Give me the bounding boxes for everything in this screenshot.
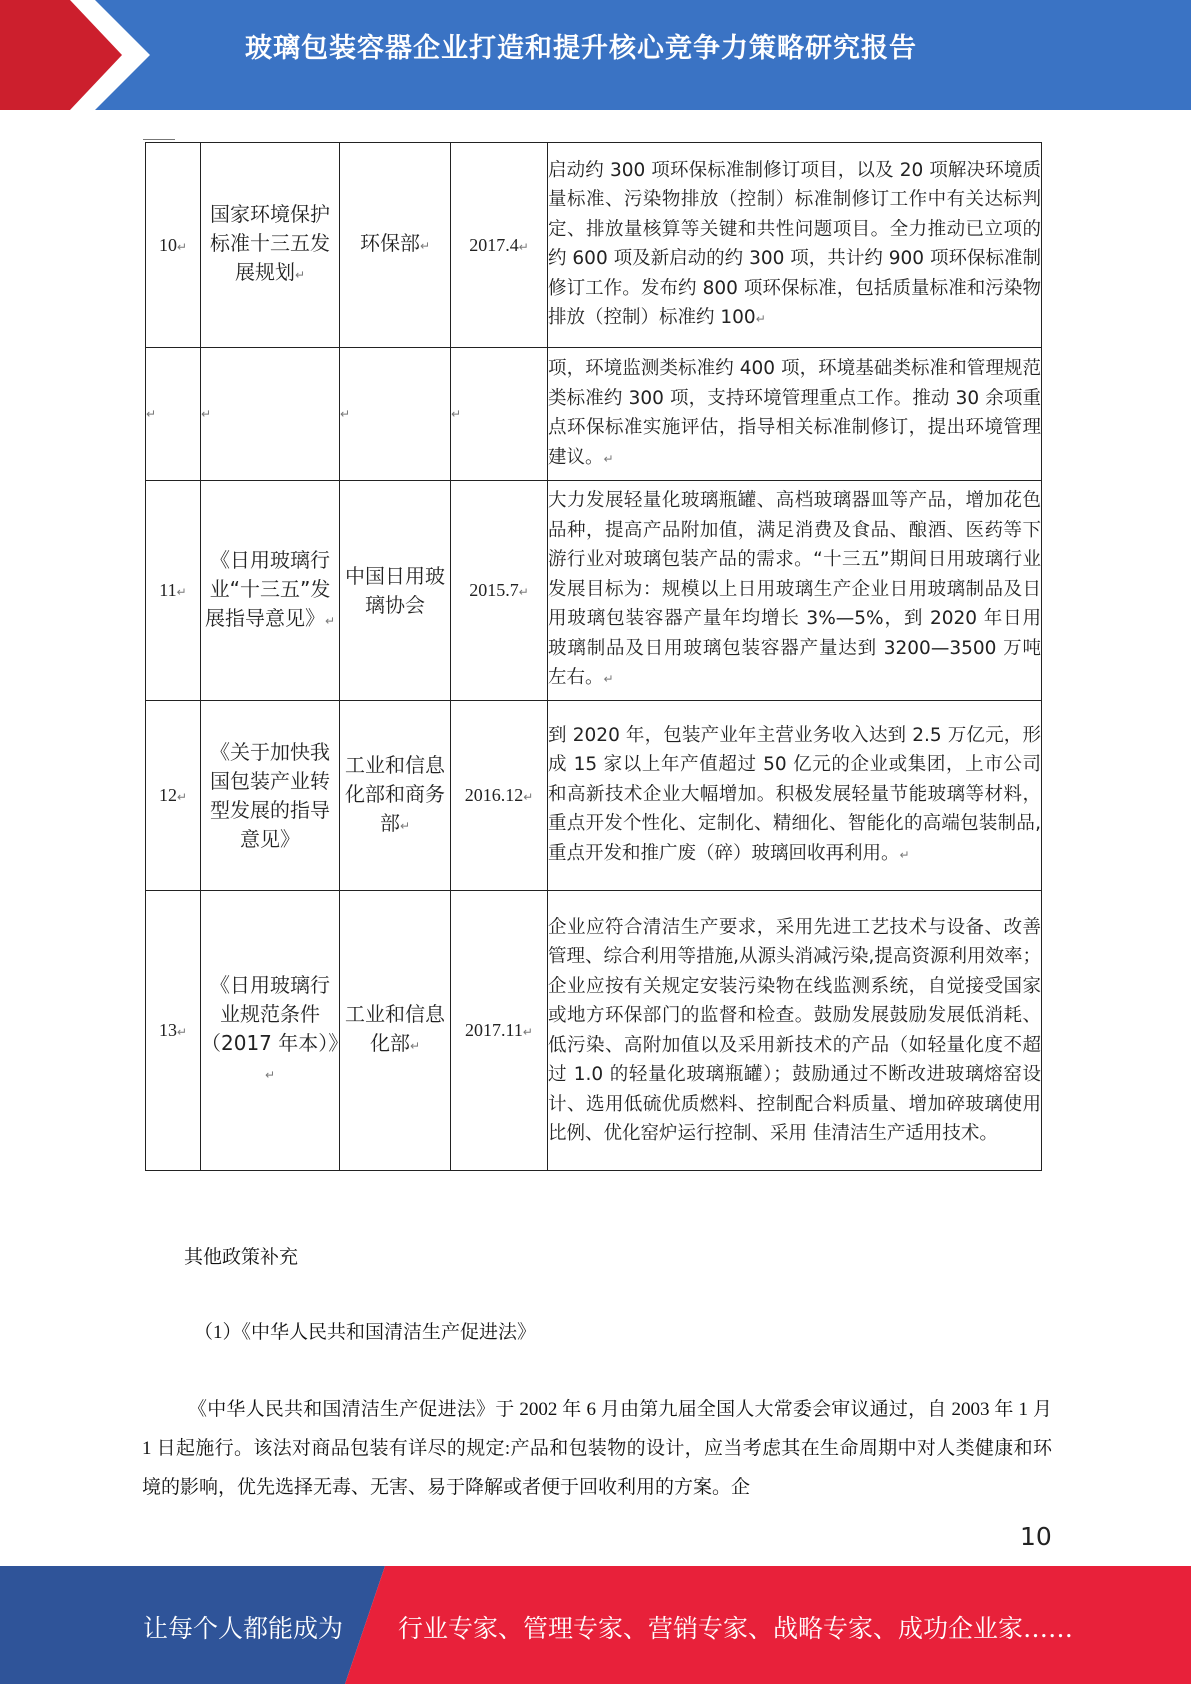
report-title: 玻璃包装容器企业打造和提升核心竞争力策略研究报告 bbox=[245, 33, 917, 64]
issuing-department: 环保部↵ bbox=[340, 143, 451, 348]
policy-content: 到 2020 年，包装产业年主营业务收入达到 2.5 万亿元，形成 15 家以上年产值超过 50 亿元的企业或集团，上市公司和高新技术企业大幅增加。积极发展轻量节能玻璃等材料，重点开发个性化、定制化、精细化、智能化的高端包装制品,重点开发和推广废（碎）玻璃回收再利用。↵ bbox=[548, 701, 1042, 891]
footer-slogan-right: 行业专家、管理专家、营销专家、战略专家、成功企业家…… bbox=[398, 1614, 1074, 1643]
policy-name: 《日用玻璃行业“十三五”发展指导意见》↵ bbox=[201, 481, 340, 701]
issue-date: 2017.4↵ bbox=[451, 143, 548, 348]
row-number: 10↵ bbox=[146, 143, 201, 348]
issue-date: 2017.11↵ bbox=[451, 891, 548, 1171]
page-number: 10 bbox=[1020, 1522, 1052, 1551]
policy-content: 启动约 300 项环保标准制修订项目，以及 20 项解决环境质量标准、污染物排放（控制）标准制修订工作中有关达标判定、排放量核算等关键和共性问题项目。全力推动已立项的约 600 项及新启动的约 300 项，共计约 900 项环保标准制修订工作。发布约 800 项环保标准，包括质量标准和污染物排放（控制）标准约 100↵ bbox=[548, 143, 1042, 348]
policy-table bbox=[145, 142, 1042, 1171]
red-chevron-decoration bbox=[0, 0, 160, 110]
policy-content: 项，环境监测类标准约 400 项，环境基础类标准和管理规范类标准约 300 项，支持环境管理重点工作。推动 30 余项重点环保标准实施评估，指导相关标准制修订，提出环境管理建议。↵ bbox=[548, 348, 1042, 481]
table-row bbox=[146, 481, 1042, 701]
issuing-department: ↵ bbox=[340, 348, 451, 481]
row-number: 11↵ bbox=[146, 481, 201, 701]
issue-date: ↵ bbox=[451, 348, 548, 481]
table-row bbox=[146, 891, 1042, 1171]
row-number: ↵ bbox=[146, 348, 201, 481]
body-paragraph: 《中华人民共和国清洁生产促进法》于 2002 年 6 月由第九届全国人大常委会审议通过，自 2003 年 1 月 1 日起施行。该法对商品包装有详尽的规定:产品和包装物的设计，应当考虑其在生命周期中对人类健康和环境的影响，优先选择无毒、无害、易于降解或者便于回收利用的方案。企 bbox=[142, 1399, 1052, 1498]
issuing-department: 工业和信息化部↵ bbox=[340, 891, 451, 1171]
section-subheading: （1）《中华人民共和国清洁生产促进法》 bbox=[194, 1322, 537, 1343]
divider bbox=[143, 139, 175, 140]
table-row bbox=[146, 143, 1042, 348]
page-header bbox=[0, 0, 1191, 110]
policy-name: ↵ bbox=[201, 348, 340, 481]
row-number: 13↵ bbox=[146, 891, 201, 1171]
section-heading: 其他政策补充 bbox=[184, 1247, 299, 1268]
footer-slogan-left: 让每个人都能成为 bbox=[143, 1614, 344, 1643]
policy-name: 《日用玻璃行业规范条件（2017 年本）》↵ bbox=[201, 891, 340, 1171]
page-footer bbox=[0, 1566, 1191, 1684]
policy-content: 大力发展轻量化玻璃瓶罐、高档玻璃器皿等产品，增加花色品种，提高产品附加值，满足消费及食品、酿酒、医药等下游行业对玻璃包装产品的需求。“十三五”期间日用玻璃行业发展目标为：规模以上日用玻璃生产企业日用玻璃制品及日用玻璃包装容器产量年均增长 3%—5%，到 2020 年日用玻璃制品及日用玻璃包装容器产量达到 3200—3500 万吨左右。↵ bbox=[548, 481, 1042, 701]
policy-name: 国家环境保护标准十三五发展规划↵ bbox=[201, 143, 340, 348]
issue-date: 2016.12↵ bbox=[451, 701, 548, 891]
table-row bbox=[146, 348, 1042, 481]
policy-content: 企业应符合清洁生产要求，采用先进工艺技术与设备、改善管理、综合利用等措施,从源头消减污染,提高资源利用效率；企业应按有关规定安装污染物在线监测系统，自觉接受国家或地方环保部门的监督和检查。鼓励发展鼓励发展低消耗、低污染、高附加值以及采用新技术的产品（如轻量化度不超过 1.0 的轻量化玻璃瓶罐）；鼓励通过不断改进玻璃熔窑设计、选用低硫优质燃料、控制配合料质量、增加碎玻璃使用比例、优化窑炉运行控制、采用 佳清洁生产适用技术。 bbox=[548, 891, 1042, 1171]
issue-date: 2015.7↵ bbox=[451, 481, 548, 701]
row-number: 12↵ bbox=[146, 701, 201, 891]
policy-name: 《关于加快我国包装产业转型发展的指导意见》 bbox=[201, 701, 340, 891]
issuing-department: 中国日用玻璃协会 bbox=[340, 481, 451, 701]
table-row bbox=[146, 701, 1042, 891]
issuing-department: 工业和信息化部和商务部↵ bbox=[340, 701, 451, 891]
